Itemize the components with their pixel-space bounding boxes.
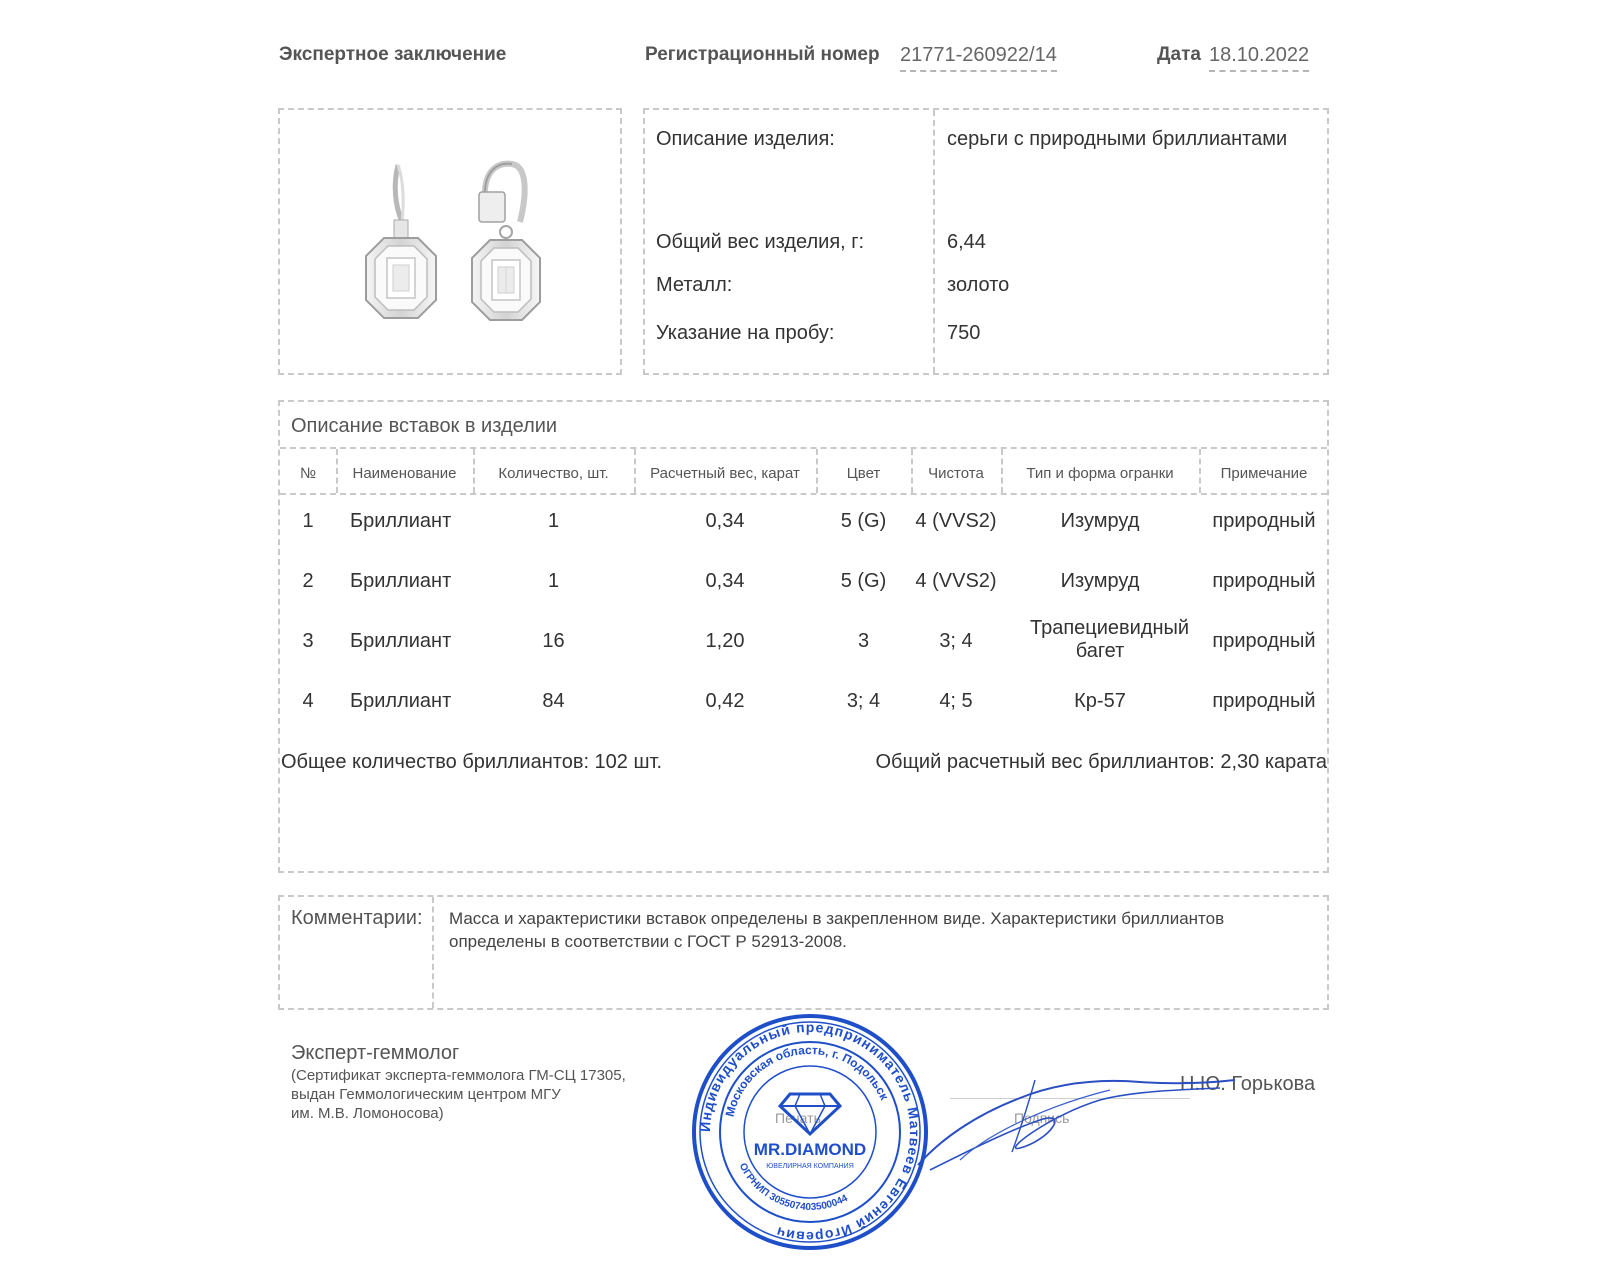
cell-number: 2 xyxy=(302,570,314,592)
item-description-value: серьги с природными бриллиантами xyxy=(947,128,1288,150)
cell-number: 4 xyxy=(302,690,314,712)
cell-color: 5 (G) xyxy=(840,510,887,532)
cell-cut: Кр-57 xyxy=(1074,690,1126,712)
cell-note: природный xyxy=(1212,510,1316,532)
expert-cert-line-1: (Сертификат эксперта-геммолога ГМ-СЦ 17305, xyxy=(291,1067,626,1084)
cell-note: природный xyxy=(1212,570,1316,592)
cell-clarity: 4 (VVS2) xyxy=(915,510,997,532)
cell-color: 5 (G) xyxy=(840,570,887,592)
cell-weight: 1,20 xyxy=(705,630,745,652)
table-row xyxy=(280,566,1327,596)
inserts-header-top-line xyxy=(280,447,1327,449)
expert-cert-line-2: выдан Геммологическим центром МГУ xyxy=(291,1086,561,1103)
comments-text xyxy=(449,907,1224,953)
cell-cut: Изумруд xyxy=(1060,570,1140,592)
item-photo-box xyxy=(278,108,622,375)
item-description-label: Описание изделия: xyxy=(656,128,835,150)
comments-line-2: определены в соответствии с ГОСТ Р 52913-2008. xyxy=(449,932,847,951)
item-weight-value: 6,44 xyxy=(947,231,986,253)
cell-note: природный xyxy=(1212,690,1316,712)
col-header-color: Цвет xyxy=(846,465,881,482)
item-metal-value: золото xyxy=(947,274,1010,296)
document-title: Экспертное заключение xyxy=(279,44,507,65)
col-header-name: Наименование xyxy=(352,465,457,482)
inserts-header-bottom-line xyxy=(280,493,1327,495)
earrings-image xyxy=(280,110,620,373)
cell-number: 3 xyxy=(302,630,314,652)
inserts-title: Описание вставок в изделии xyxy=(291,415,558,437)
cell-qty: 84 xyxy=(542,690,565,712)
cell-cut: Трапециевидный багет xyxy=(1030,617,1190,662)
item-weight-label: Общий вес изделия, г: xyxy=(656,231,865,253)
item-metal-label: Металл: xyxy=(656,274,733,296)
signature-label: Подпись xyxy=(1014,1110,1070,1126)
cell-weight: 0,42 xyxy=(705,690,745,712)
reg-number-label: Регистрационный номер xyxy=(645,44,880,65)
stamp-outer-text: Индивидуальный предприниматель Матвеев Евгений Игоревич xyxy=(696,1018,924,1246)
reg-number-value: 21771-260922/14 xyxy=(900,44,1057,72)
expert-title: Эксперт-геммолог xyxy=(291,1042,460,1064)
stamp-brand-sub: ЮВЕЛИРНАЯ КОМПАНИЯ xyxy=(766,1163,854,1170)
diamond-logo-icon xyxy=(780,1094,840,1134)
cell-qty: 1 xyxy=(547,570,560,592)
col-header-clarity: Чистота xyxy=(928,465,984,482)
date-value: 18.10.2022 xyxy=(1209,44,1309,72)
col-header-cut: Тип и форма огранки xyxy=(1026,465,1174,482)
cell-name: Бриллиант xyxy=(350,630,452,652)
cell-number: 1 xyxy=(302,510,314,532)
table-row xyxy=(280,506,1327,536)
cell-note: природный xyxy=(1212,630,1316,652)
stamp-ogrnip: ОГРНИП 305507403500044 xyxy=(736,1161,850,1214)
cell-weight: 0,34 xyxy=(705,570,745,592)
comments-divider xyxy=(432,897,434,1008)
cell-name: Бриллиант xyxy=(350,690,452,712)
expert-certificate xyxy=(291,1066,626,1123)
stamp-label: Печать xyxy=(775,1110,821,1126)
item-hallmark-label: Указание на пробу: xyxy=(656,322,835,344)
company-stamp xyxy=(690,1012,930,1252)
col-header-qty: Количество, шт. xyxy=(498,465,609,482)
expert-cert-line-3: им. М.В. Ломоносова) xyxy=(291,1105,444,1122)
cell-qty: 1 xyxy=(547,510,560,532)
comments-label: Комментарии: xyxy=(291,907,423,929)
stamp-brand: MR.DIAMOND xyxy=(753,1140,867,1159)
total-count: Общее количество бриллиантов: 102 шт. xyxy=(281,751,663,773)
cell-color: 3; 4 xyxy=(846,690,881,712)
date-label: Дата xyxy=(1157,44,1201,65)
cell-qty: 16 xyxy=(542,630,565,652)
cell-cut: Изумруд xyxy=(1060,510,1140,532)
cell-weight: 0,34 xyxy=(705,510,745,532)
cell-color: 3 xyxy=(857,630,870,652)
right-earring xyxy=(472,164,540,320)
cell-name: Бриллиант xyxy=(350,570,452,592)
table-row xyxy=(280,686,1327,716)
left-earring xyxy=(366,165,436,318)
table-row xyxy=(280,617,1327,662)
signature-scribble xyxy=(900,1060,1250,1180)
comments-line-1: Масса и характеристики вставок определены в закрепленном виде. Характеристики бриллиантов xyxy=(449,909,1225,928)
item-hallmark-value: 750 xyxy=(947,322,981,344)
col-header-note: Примечание xyxy=(1220,465,1308,482)
cell-clarity: 4; 5 xyxy=(939,690,973,712)
expert-name: Н.Ю. Горькова xyxy=(1180,1073,1316,1095)
col-header-number: № xyxy=(299,465,317,482)
stamp-inner-text: Московская область, г. Подольск xyxy=(722,1042,892,1119)
total-weight: Общий расчетный вес бриллиантов: 2,30 карата xyxy=(875,751,1327,773)
cell-name: Бриллиант xyxy=(350,510,452,532)
col-header-weight: Расчетный вес, карат xyxy=(650,465,800,482)
item-box-divider xyxy=(933,110,935,373)
cell-clarity: 3; 4 xyxy=(939,630,973,652)
cell-clarity: 4 (VVS2) xyxy=(915,570,997,592)
